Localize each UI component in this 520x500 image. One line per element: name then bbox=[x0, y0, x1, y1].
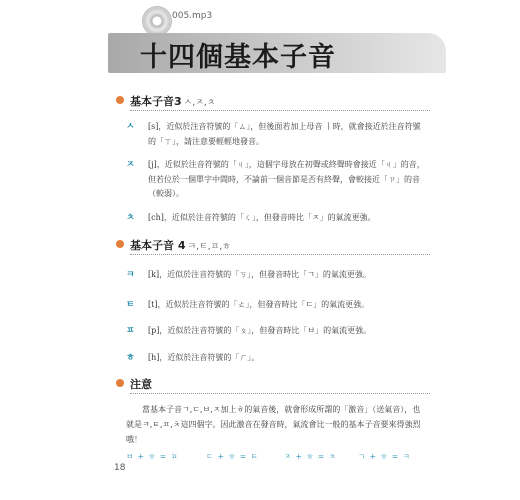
section-title-consonants: ㅅ,ㅈ,ㅊ bbox=[183, 98, 216, 108]
entry-text: [s]，近似於注音符號的「ㄙ」，但後面若加上母音 ㅣ時，就會接近於注音符號的「ㄒ」，請注意要輕輕地發音。 bbox=[148, 122, 421, 146]
jamo-symbol: ㅌ bbox=[126, 300, 135, 310]
jamo-symbol: ㅋ bbox=[126, 270, 135, 280]
jamo-symbol: ㅈ bbox=[126, 160, 135, 170]
aspiration-examples bbox=[126, 451, 426, 463]
note-paragraph: 當基本子音ㄱ,ㄷ,ㅂ,ㅈ加上ㅎ的氣音後，就會形成所謂的「激音」（送氣音），也就是ㅋ,ㅌ,ㅍ,ㅊ這四個字。因此激音在發音時，氣流會比一般的基本子音要來得強烈哦！ bbox=[126, 405, 421, 444]
entry-text: [ch]，近似於注音符號的「ㄑ」，但發音時比「ㅈ」的氣流更強。 bbox=[148, 213, 376, 222]
jamo-symbol: ㅊ bbox=[126, 213, 135, 223]
example-formula: ㄱ + ㅎ = ㅋ bbox=[358, 452, 411, 461]
bullet-dot-icon bbox=[116, 379, 124, 387]
entry-text: [t]，近似於注音符號的「ㄊ」，但發音時比「ㄷ」的氣流更強。 bbox=[148, 300, 370, 309]
bullet-dot-icon bbox=[116, 96, 124, 104]
entry-text: [p]，近似於注音符號的「ㄆ」，但發音時比「ㅂ」的氣流更強。 bbox=[148, 326, 372, 335]
section-title bbox=[130, 93, 215, 109]
page-number: 18 bbox=[114, 463, 126, 473]
section-title bbox=[130, 237, 231, 253]
section-divider bbox=[130, 110, 430, 111]
page-title: 十四個基本子音 bbox=[140, 42, 336, 73]
section-title-consonants: ㅋ,ㅌ,ㅍ,ㅎ bbox=[187, 242, 231, 252]
section-title bbox=[130, 376, 152, 392]
section-title-text: 基本子音3 bbox=[130, 95, 182, 108]
section-divider bbox=[130, 393, 430, 394]
section-title-text: 基本子音 4 bbox=[130, 239, 186, 252]
entry-text: [h]，近似於注音符號的「ㄏ」。 bbox=[148, 353, 260, 362]
entry-text: [j]，近似於注音符號的「ㄐ」，這個字母放在初聲或終聲時會接近「ㄐ」的音，但若位於一個單字中間時，不論前一個音節是否有終聲，會較接近「ㄗ」的音（較弱）。 bbox=[148, 160, 425, 198]
jamo-symbol: ㅍ bbox=[126, 326, 135, 336]
cd-audio-icon bbox=[142, 6, 172, 36]
example-formula: ㅂ + ㅎ = ㅍ bbox=[126, 452, 179, 461]
jamo-symbol: ㅅ bbox=[126, 122, 135, 132]
example-formula: ㅈ + ㅎ = ㅊ bbox=[284, 452, 337, 461]
section-divider bbox=[130, 254, 430, 255]
audio-track-label: 005.mp3 bbox=[172, 11, 213, 21]
example-formula: ㄷ + ㅎ = ㅌ bbox=[206, 452, 259, 461]
section-title-text: 注意 bbox=[130, 378, 152, 391]
entry-text: [k]，近似於注音符號的「ㄎ」，但發音時比「ㄱ」的氣流更強。 bbox=[148, 270, 371, 279]
jamo-symbol: ㅎ bbox=[126, 353, 135, 363]
bullet-dot-icon bbox=[116, 240, 124, 248]
